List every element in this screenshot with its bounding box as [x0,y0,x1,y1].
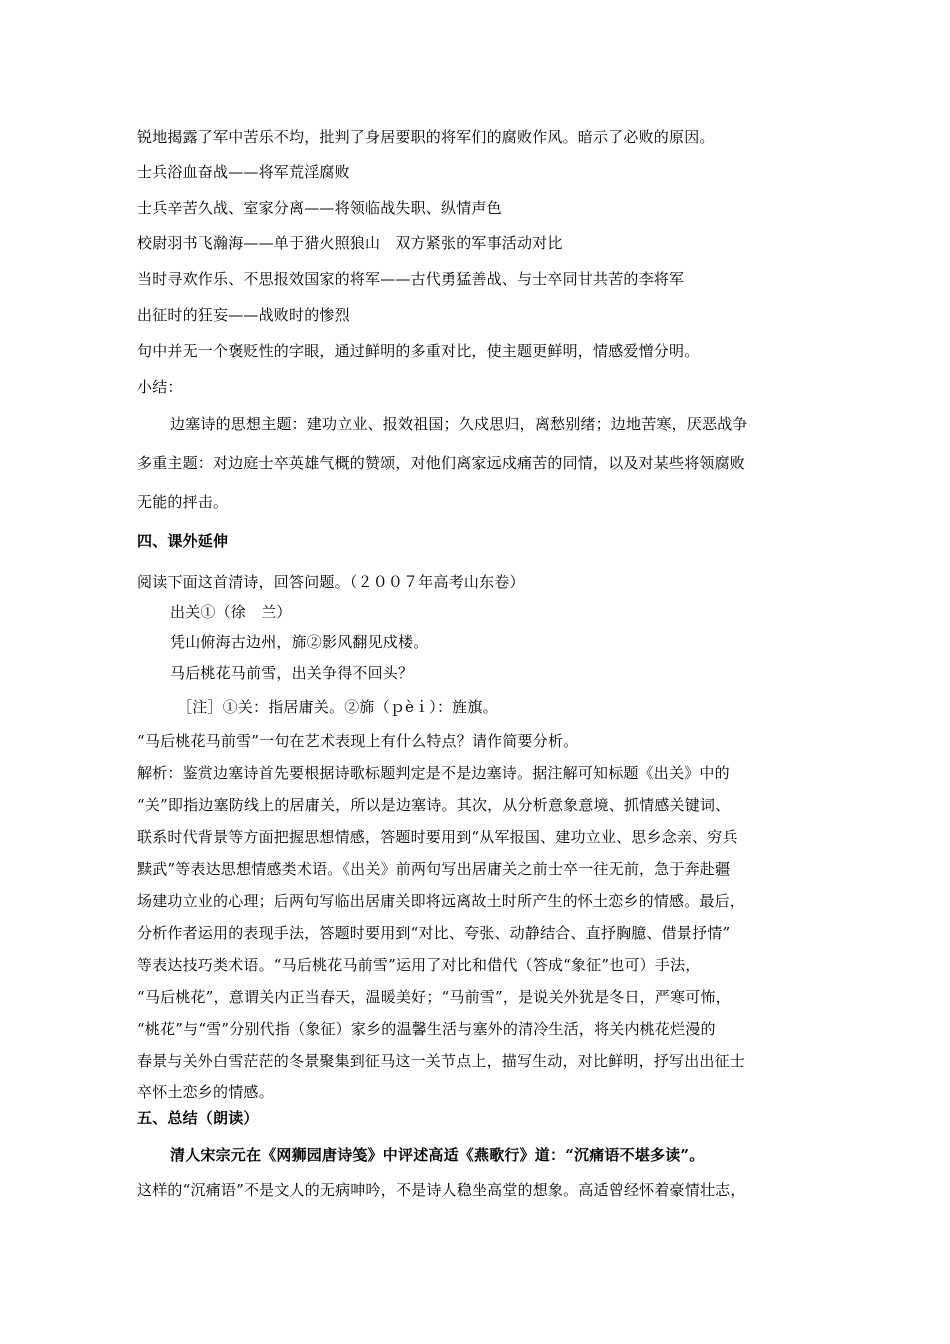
body-line: 锐地揭露了军中苦乐不均，批判了身居要职的将军们的腐败作风。暗示了必败的原因。 [137,128,715,146]
body-line: 边塞诗的思想主题：建功立业、报效祖国；久戍思归，离愁别绪；边地苦寒，厌恶战争 [170,415,748,433]
poem-line: 凭山俯海古边州，旆②影风翻见戍楼。 [170,633,429,651]
body-line: 士兵辛苦久战、室家分离——将领临战失职、纵情声色 [137,199,502,217]
body-line: “关”即指边塞防线上的居庸关，所以是边塞诗。其次，从分析意象意境、抓情感关键词、 [137,796,731,814]
question-line: “马后桃花马前雪”一句在艺术表现上有什么特点？请作简要分析。 [137,732,579,750]
body-line: 出征时的狂妄——战败时的惨烈 [137,306,350,324]
summary-heading: 小结： [137,378,183,396]
poem-line: 马后桃花马前雪，出关争得不回头？ [170,664,414,682]
body-line: “马后桃花”，意谓关内正当春天，温暖美好；“马前雪”，是说关外犹是冬日，严寒可怖， [137,988,731,1006]
body-line: 场建功立业的心理；后两句写临出居庸关即将远离故土时所产生的怀土恋乡的情感。最后， [137,892,746,910]
body-line: 这样的“沉痛语”不是文人的无病呻吟，不是诗人稳坐高堂的想象。高适曾经怀着豪情壮志， [137,1181,746,1199]
body-line: 卒怀土恋乡的情感。 [137,1083,274,1101]
body-line: 阅读下面这首清诗，回答问题。（２００７年高考山东卷） [137,573,525,591]
body-line: 黩武”等表达思想情感类术语。《出关》前两句写出居庸关之前士卒一往无前，急于奔赴疆 [137,860,731,878]
body-line: 等表达技巧类术语。“马后桃花马前雪”运用了对比和借代（答成“象征”也可）手法， [137,956,701,974]
body-line: “桃花”与“雪”分别代指（象征）家乡的温馨生活与塞外的清冷生活，将关内桃花烂漫的 [137,1020,716,1038]
body-line: 无能的抨击。 [137,493,229,511]
section-heading: 四、课外延伸 [137,532,229,550]
section-heading: 五、总结（朗读） [137,1109,259,1127]
body-line: 多重主题：对边庭士卒英雄气概的赞颂，对他们离家远戍痛苦的同情，以及对某些将领腐败 [137,454,746,472]
body-line: 当时寻欢作乐、不思报效国家的将军——古代勇猛善战、与士卒同甘共苦的李将军 [137,270,685,288]
quote-line: 清人宋宗元在《网狮园唐诗笺》中评述高适《燕歌行》道：“沉痛语不堪多读”。 [170,1146,705,1164]
body-line: 解析：鉴赏边塞诗首先要根据诗歌标题判定是不是边塞诗。据注解可知标题《出关》中的 [137,764,730,782]
body-line: 春景与关外白雪茫茫的冬景聚集到征马这一关节点上，描写生动，对比鲜明，抒写出出征士 [137,1052,746,1070]
body-line: 句中并无一个褒贬性的字眼，通过鲜明的多重对比，使主题更鲜明，情感爱憎分明。 [137,342,700,360]
body-line: 联系时代背景等方面把握思想情感，答题时要用到“从军报国、建功立业、思乡念亲、穷兵 [137,828,738,846]
poem-title: 出关①（徐 兰） [170,603,292,621]
body-line: 校尉羽书飞瀚海——单于猎火照狼山 双方紧张的军事活动对比 [137,234,563,252]
body-line: 分析作者运用的表现手法，答题时要用到“对比、夸张、动静结合、直抒胸臆、借景抒情” [137,924,731,942]
poem-note: ［注］①关：指居庸关。②旆（ｐèｉ）：旌旗。 [177,698,498,716]
body-line: 士兵浴血奋战——将军荒淫腐败 [137,163,350,181]
